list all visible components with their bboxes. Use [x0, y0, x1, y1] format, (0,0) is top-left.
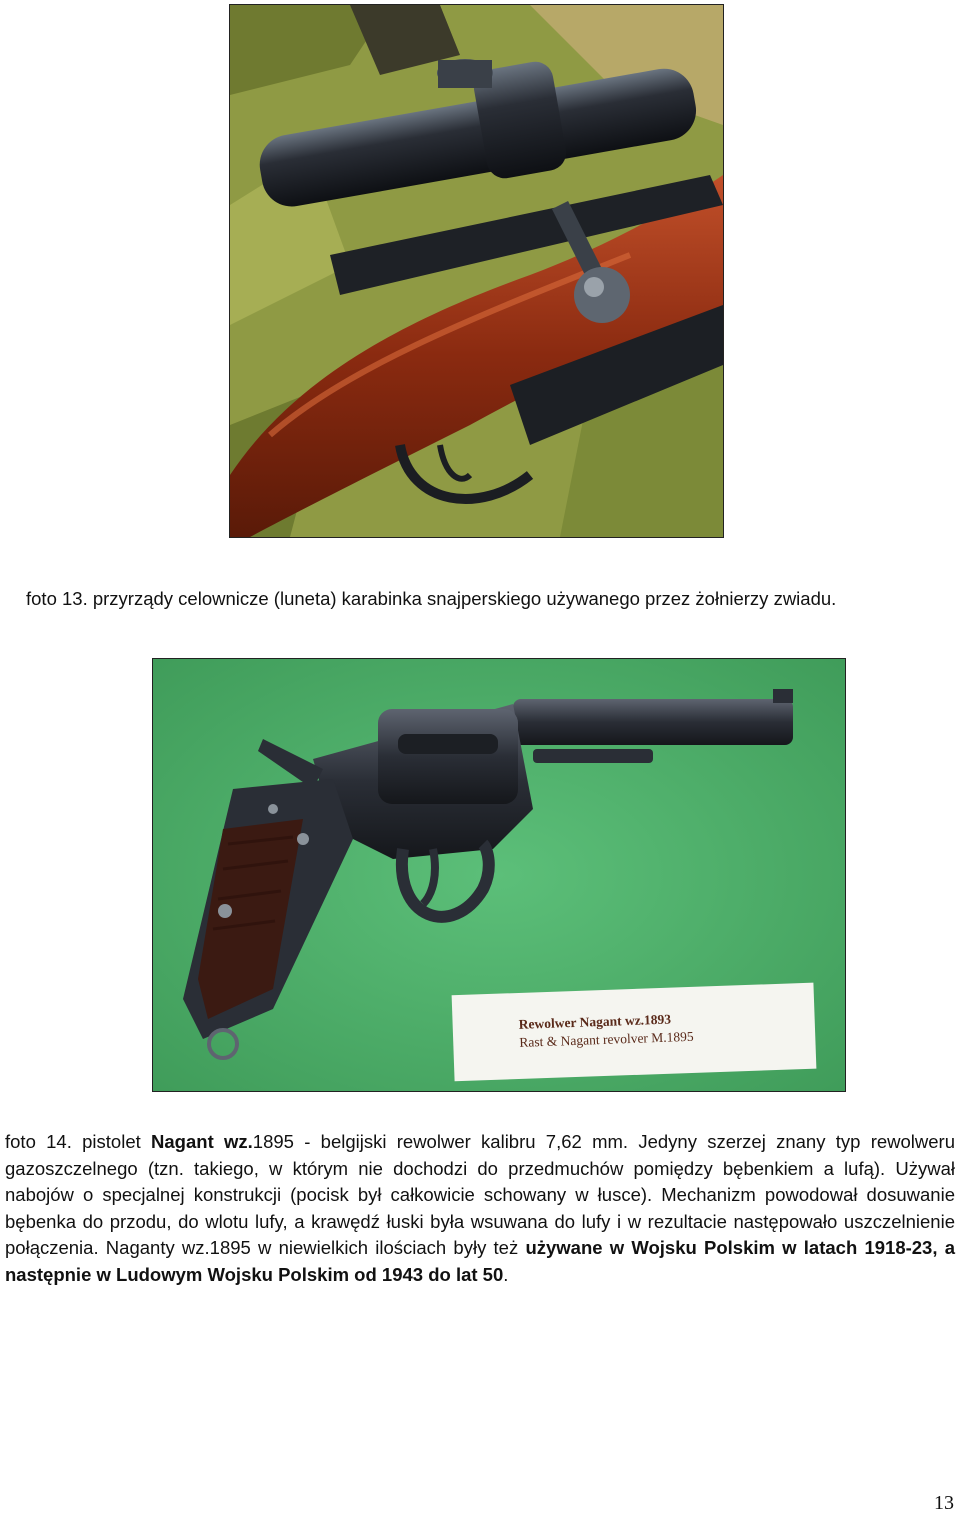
para-end: . [503, 1263, 509, 1285]
para-bold-usage: używane w Wojsku Polskim w latach 1918-23, a następnie w Ludowym Wojsku Polskim od 1943 do lat 50 [5, 1237, 955, 1285]
figure-caption-13: foto 13. przyrządy celownicze (luneta) karabinka snajperskiego używanego przez żołnierzy zwiadu. [26, 588, 837, 609]
rifle-scope-image [230, 5, 723, 537]
para-body: 1895 - belgijski rewolwer kalibru 7,62 mm. Jedyny szerzej znany typ rewolweru gazoszczelnego (tzn. takiego, w którym nie dochodzi do przedmuchów pomiędzy bębenkiem a lufą). Używał nabojów o specjalnej konstrukcji (pocisk był całkowicie schowany w łusce). Mechanizm powodował dosuwanie bębenka do przodu, do wlotu lufy, a krawędź łuski była wsuwana do lufy i w rezultacie następowało uszczelnienie połączenia. Naganty wz.1895 w niewielkich ilościach były też [5, 1131, 955, 1258]
photo-sniper-rifle-scope [229, 4, 724, 538]
figure-14-description [5, 1129, 955, 1288]
label-line-1: Rewolwer Nagant wz.1893 [518, 1011, 672, 1032]
page-number: 13 [934, 1492, 954, 1514]
label-line-2: Rast & Nagant revolver M.1895 [519, 1028, 694, 1050]
para-intro: foto 14. pistolet [5, 1131, 152, 1152]
para-bold-model: Nagant wz. [151, 1131, 253, 1152]
photo-nagant-revolver [152, 658, 846, 1092]
